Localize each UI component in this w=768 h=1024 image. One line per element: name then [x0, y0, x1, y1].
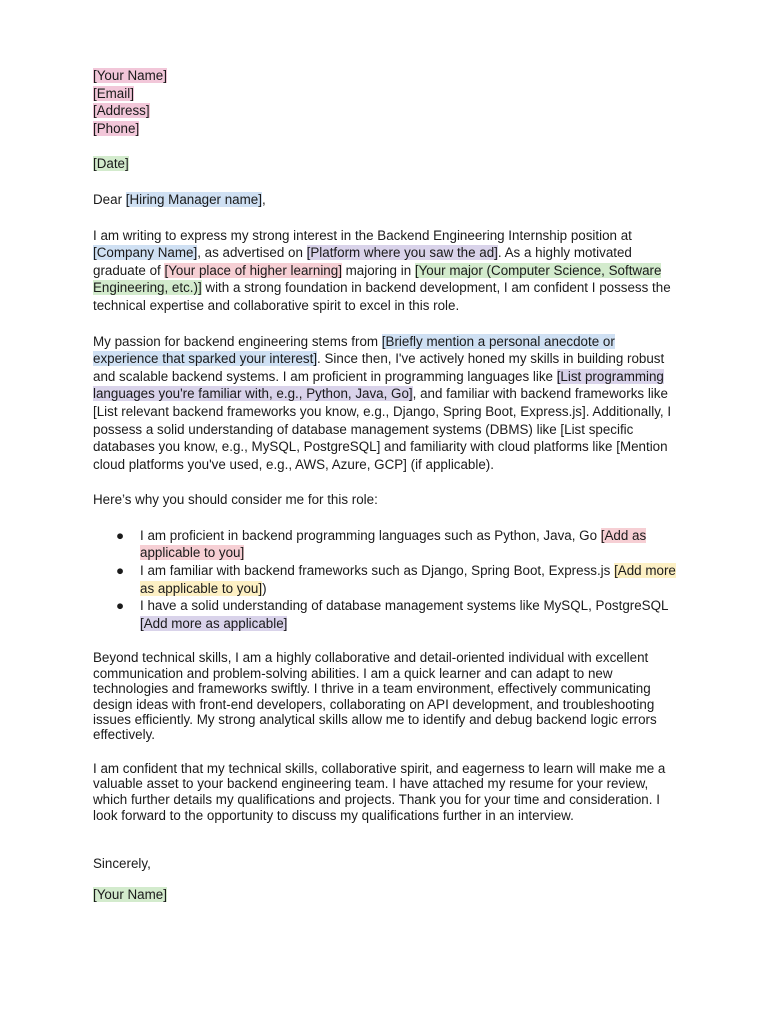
school-name: [Your place of higher learning] [164, 262, 342, 278]
placeholder-highlight: [Add more as applicable to you] [140, 563, 676, 596]
bullet-icon: ● [116, 527, 125, 543]
list-item: ● I am proficient in backend programming languages such as Python, Java, Go [Add as applicable to you] [116, 527, 647, 561]
sender-address: [Address] [93, 103, 150, 119]
paragraph-intro: I am writing to express my strong interest in the Backend Engineering Internship position at [Company Name], as advertised on [Platform where you saw the ad]. As a highly motivated graduate of [Your place of higher learning] majoring in [Your major (Computer Science, Software Engineering, etc.)] with a strong foundation in backend development, I am confident I possess the technical expertise and collaborative spirit to excel in this role. [93, 227, 671, 313]
hiring-manager-name: [Hiring Manager name] [125, 191, 262, 207]
paragraph-closing: I am confident that my technical skills, collaborative spirit, and eagerness to learn will make me a valuable asset to your backend engineering team. I have attached my resume for your review, which further details my qualifications and projects. Thank you for your time and consideration. I look forward to the opportunity to discuss my qualifications further in an interview. [93, 760, 666, 823]
sender-phone: [Phone] [93, 120, 140, 136]
placeholder-highlight: [Add more as applicable] [140, 615, 288, 631]
closing: Sincerely, [93, 856, 151, 872]
bullet-icon: ● [116, 563, 125, 579]
list-intro: Here’s why you should consider me for this role: [93, 492, 378, 508]
personal-anecdote: [Briefly mention a personal anecdote or experience that sparked your interest] [93, 333, 615, 367]
sender-name: [Your Name] [93, 68, 167, 83]
letter-date: [Date] [93, 156, 129, 172]
list-item: ● I have a solid understanding of database management systems like MySQL, PostgreSQL [Add more as applicable] [116, 598, 668, 631]
company-name: [Company Name] [93, 245, 198, 261]
paragraph-soft-skills: Beyond technical skills, I am a highly collaborative and detail-oriented individual with excellent communication and problem-solving abilities. I am a quick learner and can adapt to new technologies and frameworks swiftly. I thrive in a team environment, effectively communicating design ideas with front-end developers, collaborating on API development, and troubleshooting issues efficiently. My strong analytical skills allow me to identify and debug backend logic errors effectively. [93, 650, 657, 743]
signature-line [93, 886, 683, 904]
salutation: Dear [Hiring Manager name], [93, 191, 266, 207]
letter [93, 67, 683, 903]
major-name: [Your major (Computer Science, Software Engineering, etc.)] [93, 262, 662, 296]
sender-email: [Email] [93, 85, 134, 101]
reasons-list [93, 527, 683, 633]
sender-block [93, 67, 683, 137]
list-item: ● I am familiar with backend frameworks such as Django, Spring Boot, Express.js [Add more as applicable to you]) [116, 563, 676, 596]
ad-platform: [Platform where you saw the ad] [306, 245, 498, 261]
languages-list: [List programming languages you're familiar with, e.g., Python, Java, Go] [93, 368, 664, 402]
signature-name: [Your Name] [93, 886, 167, 902]
bullet-icon: ● [116, 598, 125, 614]
placeholder-highlight: [Add as applicable to you] [140, 527, 647, 561]
paragraph-passion: My passion for backend engineering stems from [Briefly mention a personal anecdote or experience that sparked your interest]. Since then, I've actively honed my skills in building robust and scalable backend systems. I am proficient in programming languages like [List programming languages you're familiar with, e.g., Python, Java, Go], and familiar with backend frameworks like [List relevant backend frameworks you know, e.g., Django, Spring Boot, Express.js]. Additionally, I possess a solid understanding of database management systems (DBMS) like [List specific databases you know, e.g., MySQL, PostgreSQL] and familiarity with cloud platforms like [Mention cloud platforms you've used, e.g., AWS, Azure, GCP] (if applicable). [93, 333, 672, 472]
